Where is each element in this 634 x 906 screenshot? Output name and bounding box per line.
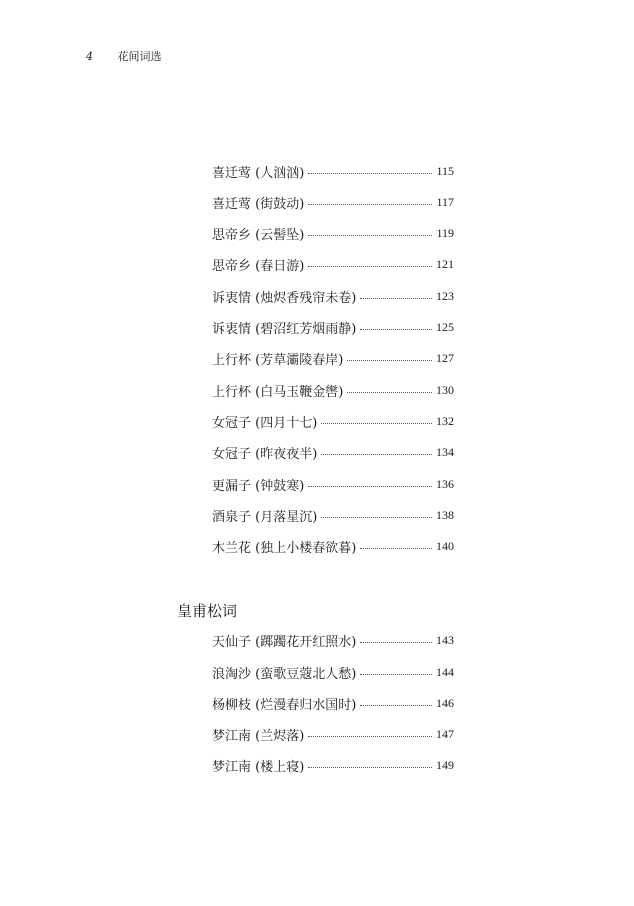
entry-page-number: 149: [436, 757, 454, 772]
toc-entry[interactable]: [212, 348, 454, 368]
toc-entry[interactable]: [212, 755, 454, 775]
toc-entry[interactable]: [212, 411, 454, 431]
dot-leader: [308, 486, 432, 487]
entry-title: 思帝乡 (春日游): [212, 258, 305, 274]
entry-page-number: 123: [436, 288, 454, 303]
entry-title: 天仙子 (踯躅花开红照水): [212, 634, 357, 650]
entry-title: 木兰花 (独上小楼春欲暮): [212, 540, 357, 556]
entry-page-number: 138: [436, 507, 454, 522]
book-title: 花间词选: [117, 50, 162, 63]
entry-page-number: 147: [436, 726, 454, 741]
dot-leader: [308, 767, 432, 768]
section-heading: 皇甫松词: [177, 602, 238, 620]
dot-leader: [360, 298, 432, 299]
toc-entry[interactable]: [212, 317, 454, 337]
dot-leader: [308, 736, 432, 737]
toc-entry[interactable]: [212, 161, 454, 181]
entry-page-number: 121: [436, 256, 454, 271]
entry-page-number: 134: [436, 444, 454, 459]
dot-leader: [360, 642, 432, 643]
dot-leader: [360, 548, 432, 549]
entry-page-number: 143: [436, 632, 454, 647]
entry-page-number: 144: [436, 664, 454, 679]
toc-entry[interactable]: [212, 662, 454, 682]
dot-leader: [308, 204, 432, 205]
toc-entry[interactable]: [212, 505, 454, 525]
toc-entry[interactable]: [212, 630, 454, 650]
dot-leader: [360, 329, 432, 330]
dot-leader: [308, 266, 432, 267]
toc-entry[interactable]: [212, 286, 454, 306]
entry-title: 上行杯 (芳草灞陵春岸): [212, 352, 344, 368]
toc-entry[interactable]: [212, 223, 454, 243]
toc-entry[interactable]: [212, 474, 454, 494]
dot-leader: [347, 360, 432, 361]
page-number: 4: [86, 50, 93, 63]
entry-title: 女冠子 (四月十七): [212, 415, 318, 431]
dot-leader: [321, 423, 432, 424]
entry-page-number: 127: [436, 350, 454, 365]
entry-page-number: 140: [436, 538, 454, 553]
entry-title: 杨柳枝 (烂漫春归水国时): [212, 697, 357, 713]
entry-title: 喜迁莺 (人汹汹): [212, 165, 305, 181]
dot-leader: [360, 674, 432, 675]
toc-entry[interactable]: [212, 693, 454, 713]
entry-title: 喜迁莺 (街鼓动): [212, 196, 305, 212]
entry-title: 女冠子 (昨夜夜半): [212, 446, 318, 462]
running-header: [86, 50, 162, 64]
entry-page-number: 132: [436, 413, 454, 428]
entry-title: 酒泉子 (月落星沉): [212, 509, 318, 525]
entry-title: 诉衷情 (碧沼红芳烟雨静): [212, 321, 357, 337]
toc-entry[interactable]: [212, 536, 454, 556]
entry-title: 梦江南 (兰烬落): [212, 728, 305, 744]
entry-title: 浪淘沙 (蛮歌豆蔻北人愁): [212, 666, 357, 682]
entry-title: 更漏子 (钟鼓寒): [212, 478, 305, 494]
toc-entry[interactable]: [212, 724, 454, 744]
toc-entry[interactable]: [212, 380, 454, 400]
entry-page-number: 136: [436, 476, 454, 491]
entry-page-number: 125: [436, 319, 454, 334]
entry-page-number: 117: [436, 194, 454, 209]
toc-entry[interactable]: [212, 442, 454, 462]
entry-page-number: 119: [436, 225, 454, 240]
entry-title: 诉衷情 (烛烬香残帘未卷): [212, 290, 357, 306]
dot-leader: [347, 392, 432, 393]
toc-entry[interactable]: [212, 254, 454, 274]
dot-leader: [321, 517, 432, 518]
entry-title: 思帝乡 (云髻坠): [212, 227, 305, 243]
dot-leader: [308, 173, 432, 174]
dot-leader: [321, 454, 432, 455]
toc-entry[interactable]: [212, 192, 454, 212]
entry-title: 梦江南 (楼上寝): [212, 759, 305, 775]
entry-page-number: 115: [436, 163, 454, 178]
dot-leader: [360, 705, 432, 706]
entry-page-number: 146: [436, 695, 454, 710]
entry-page-number: 130: [436, 382, 454, 397]
dot-leader: [308, 235, 432, 236]
entry-title: 上行杯 (白马玉鞭金辔): [212, 384, 344, 400]
